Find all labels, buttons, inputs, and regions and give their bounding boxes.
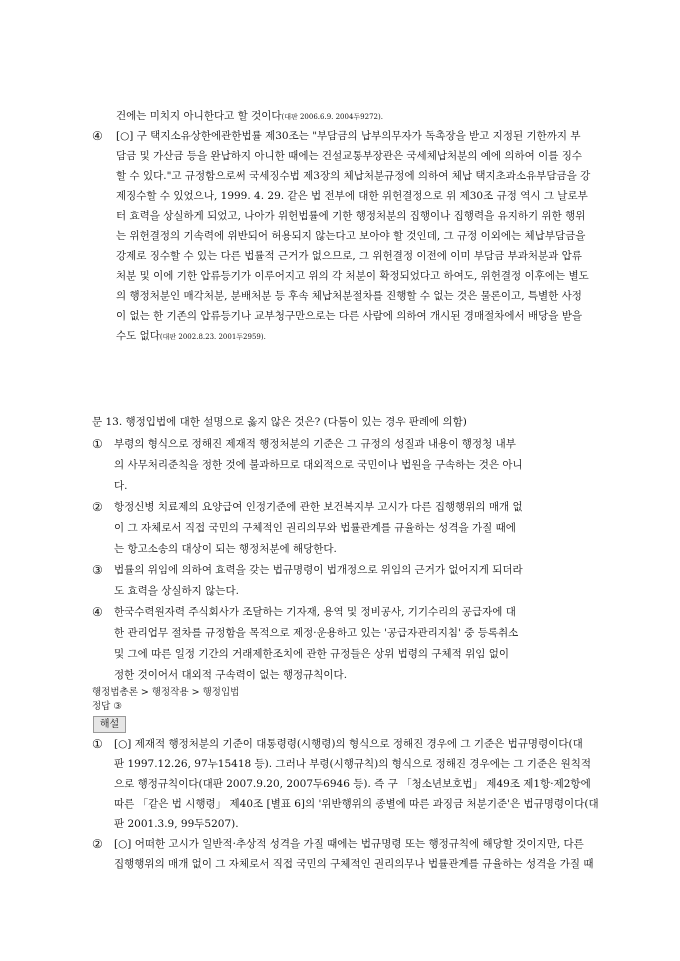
text-line: 는 위헌결정의 기속력에 위반되어 허용되지 않는다고 보아야 할 것인데, 그 규정 이외에는 체납부담금을 (116, 230, 586, 242)
text-line: [○] 어떠한 고시가 일반적·추상적 성격을 가질 때에는 법규명령 또는 행정규칙에 해당할 것이지만, 다른 (114, 838, 584, 850)
text-line: 터 효력을 상실하게 되었고, 나아가 위헌법률에 기한 행정처분의 집행이나 집행력을 유지하기 위한 행위 (116, 210, 586, 222)
explanation-marker: ① (92, 737, 103, 751)
option-text: 도 효력을 상실하지 않는다. (114, 585, 239, 597)
option-text: 및 그에 따른 일정 기간의 거래제한조치에 관한 규정들은 상위 법령의 구체적 위임 없이 (114, 648, 510, 660)
option-text: 정한 것이어서 대외적 구속력이 없는 행정규칙이다. (114, 669, 348, 681)
option-marker: ④ (92, 605, 103, 619)
text-line: 담금 및 가산금 등을 완납하지 아니한 때에는 건설교통부장관은 국세체납처분의 예에 의하여 이를 징수 (116, 150, 583, 162)
text-line: [○] 구 택지소유상한에관한법률 제30조는 "부담금의 납부의무자가 독촉장을 받고 지정된 기한까지 부 (116, 130, 581, 142)
text-line: 판 2001.3.9, 99두5207). (114, 818, 239, 830)
text-line: 제징수할 수 있었으나, 1999. 4. 29. 같은 법 전부에 대한 위헌결정으로 위 제30조 규정 역시 그 날로부 (116, 190, 588, 202)
option-text: 다. (114, 480, 128, 492)
answer-label: 정답 ③ (92, 701, 122, 712)
text-line (116, 109, 383, 124)
text-line: [○] 제재적 행정처분의 기준이 대통령령(시행령)의 형식으로 정해진 경우에 그 기준은 법규명령이다(대 (114, 738, 583, 750)
option-text: 는 항고소송의 대상이 되는 행정처분에 해당한다. (114, 543, 337, 555)
option-marker: ③ (92, 563, 103, 577)
case-citation: (대판 2006.6.9. 2004두9272). (281, 113, 383, 121)
text-line-body: 건에는 미치지 아니한다고 할 것이다 (116, 110, 282, 122)
text-line: 집행행위의 매개 없이 그 자체로서 직접 국민의 구체적인 권리의무나 법률관계를 규율하는 성격을 가질 때 (114, 858, 594, 870)
text-line: 따른 「같은 법 시행령」 제40조 [별표 6]의 '위반행위의 종별에 따른 과징금 처분기준'은 법규명령이다(대 (114, 798, 599, 810)
option-marker: ① (92, 437, 103, 451)
text-line-body: 수도 없다 (116, 330, 160, 342)
explanation-badge: 해설 (93, 716, 126, 733)
text-line (116, 329, 266, 344)
text-line: 판 1997.12.26, 97누15418 등). 그러나 부령(시행규칙)의 형식으로 정해진 경우에는 그 기준은 원칙적 (114, 758, 591, 770)
question-stem: 문 13. 행정입법에 대한 설명으로 옳지 않은 것은? (다툼이 있는 경우 판례에 의함) (92, 416, 467, 428)
explanation-marker: ④ (92, 129, 103, 143)
option-text: 한국수력원자력 주식회사가 조달하는 기자재, 용역 및 정비공사, 기기수리의 공급자에 대 (114, 606, 516, 618)
text-line: 강제로 징수할 수 있는 다른 법률적 근거가 없으므로, 그 위헌결정 이전에 이미 부담금 부과처분과 압류 (116, 250, 582, 262)
option-text: 이 그 자체로서 직접 국민의 구체적인 권리의무와 법률관계를 규율하는 성격을 가질 때에 (114, 522, 516, 534)
text-line: 할 수 있다."고 규정함으로써 국세징수법 제3장의 체납처분규정에 의하여 체납 택지초과소유부담금을 강 (116, 170, 591, 182)
option-text: 법률의 위임에 의하여 효력을 갖는 법규명령이 법개정으로 위임의 근거가 없어지게 되더라 (114, 564, 523, 576)
option-text: 부령의 형식으로 정해진 제재적 행정처분의 기준은 그 규정의 성질과 내용이 행정청 내부 (114, 438, 516, 450)
breadcrumb: 행정법총론 > 행정작용 > 행정입법 (92, 687, 240, 698)
text-line: 으로 행정규칙이다(대판 2007.9.20, 2007두6946 등). 즉 구 「청소년보호법」 제49조 제1항·제2항에 (114, 778, 591, 790)
text-line: 이 없는 한 기존의 압류등기나 교부청구만으로는 다른 사람에 의하여 개시된 경매절차에서 배당을 받을 (116, 310, 583, 322)
explanation-marker: ② (92, 837, 103, 851)
option-text: 항정신병 치료제의 요양급여 인정기준에 관한 보건복지부 고시가 다른 집행행위의 매개 없 (114, 501, 523, 513)
text-line: 의 행정처분인 매각처분, 분배처분 등 후속 체납처분절차를 진행할 수 없는 것은 물론이고, 특별한 사정 (116, 290, 582, 302)
option-marker: ② (92, 500, 103, 514)
option-text: 의 사무처리준칙을 정한 것에 불과하므로 대외적으로 국민이나 법원을 구속하는 것은 아니 (114, 459, 523, 471)
case-citation: (대판 2002.8.23. 2001두2959). (159, 333, 266, 341)
option-text: 한 관리업무 절차를 규정함을 목적으로 제정·운용하고 있는 '공급자관리지침' 중 등록취소 (114, 627, 519, 639)
text-line: 처분 및 이에 기한 압류등기가 이루어지고 위의 각 처분이 확정되었다고 하여도, 위헌결정 이후에는 별도 (116, 270, 589, 282)
